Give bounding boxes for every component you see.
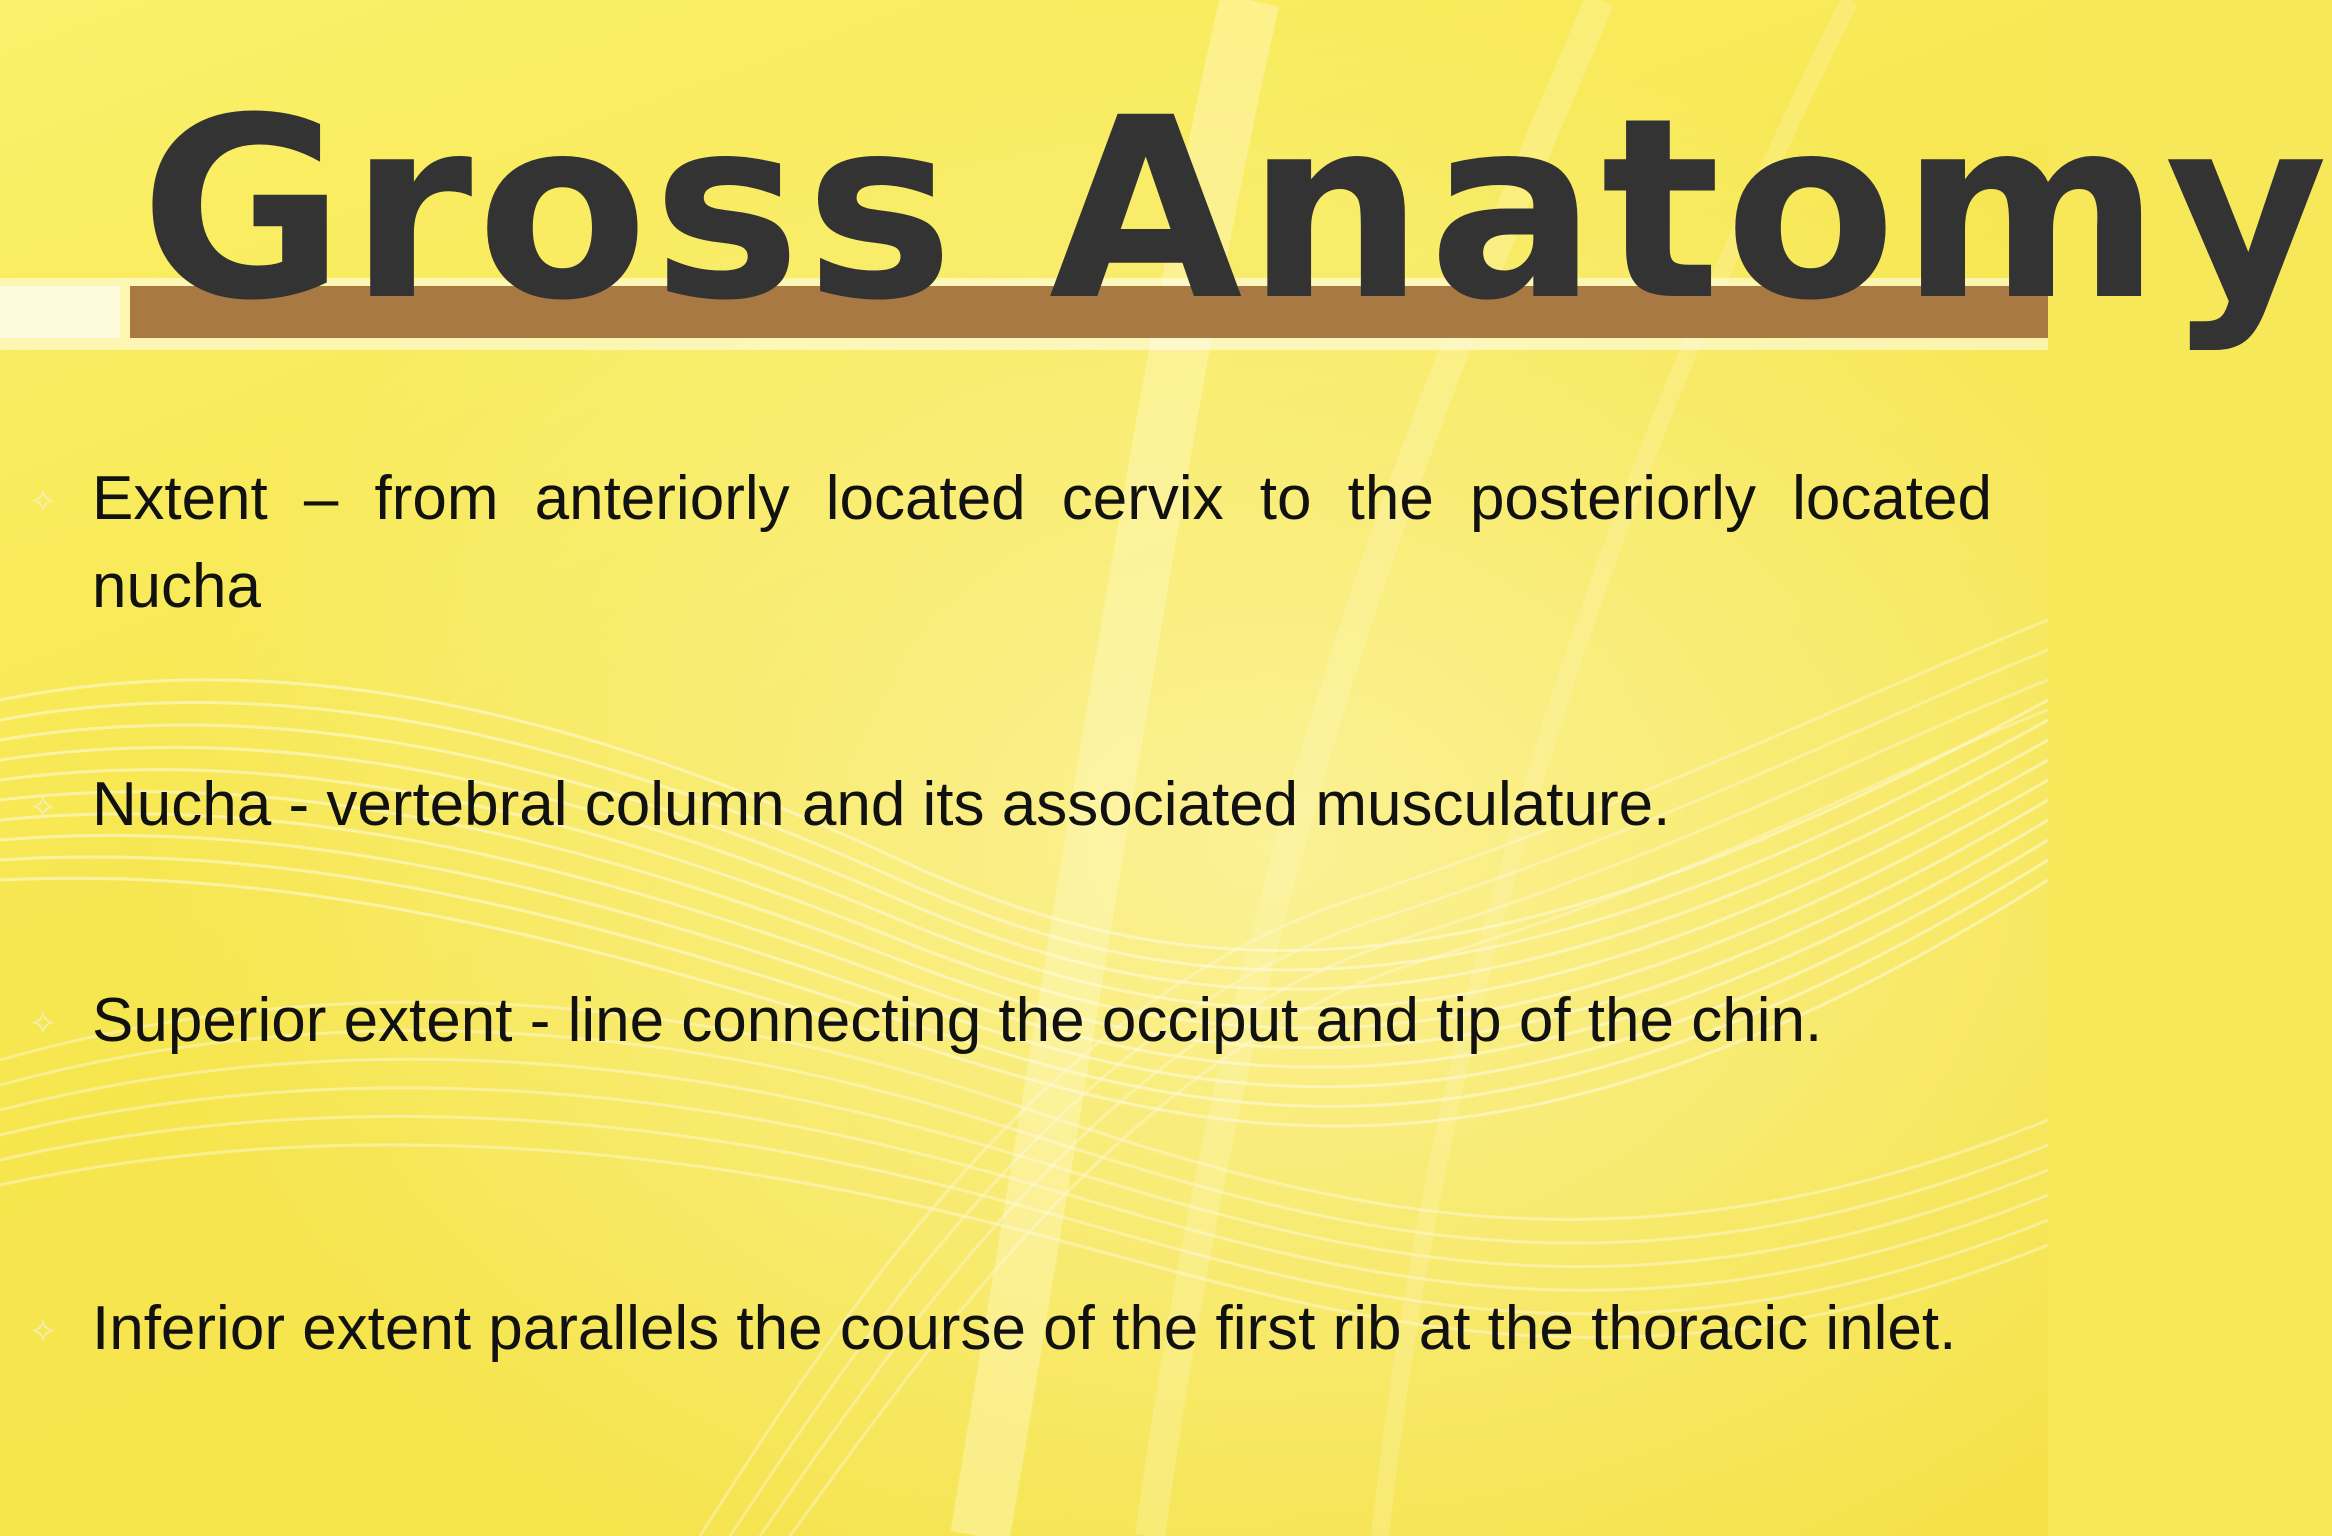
diamond-bullet-icon: ✧ bbox=[28, 1312, 58, 1352]
diamond-bullet-icon: ✧ bbox=[28, 788, 58, 828]
title-bar-edge bbox=[0, 286, 120, 338]
bullet-text: Superior extent - line connecting the occiput and tip of the chin. bbox=[92, 986, 1823, 1055]
bullet-text: Nucha - vertebral column and its associated musculature. bbox=[92, 770, 1671, 839]
bullet-text: Inferior extent parallels the course of the first rib at the thoracic inlet. bbox=[92, 1294, 1957, 1363]
slide-title: Gross Anatomy bbox=[140, 64, 2332, 355]
bullet-text: Extent – from anteriorly located cervix to the posteriorly located nucha bbox=[92, 464, 1992, 621]
diamond-bullet-icon: ✧ bbox=[28, 1004, 58, 1044]
diamond-bullet-icon: ✧ bbox=[28, 482, 58, 522]
